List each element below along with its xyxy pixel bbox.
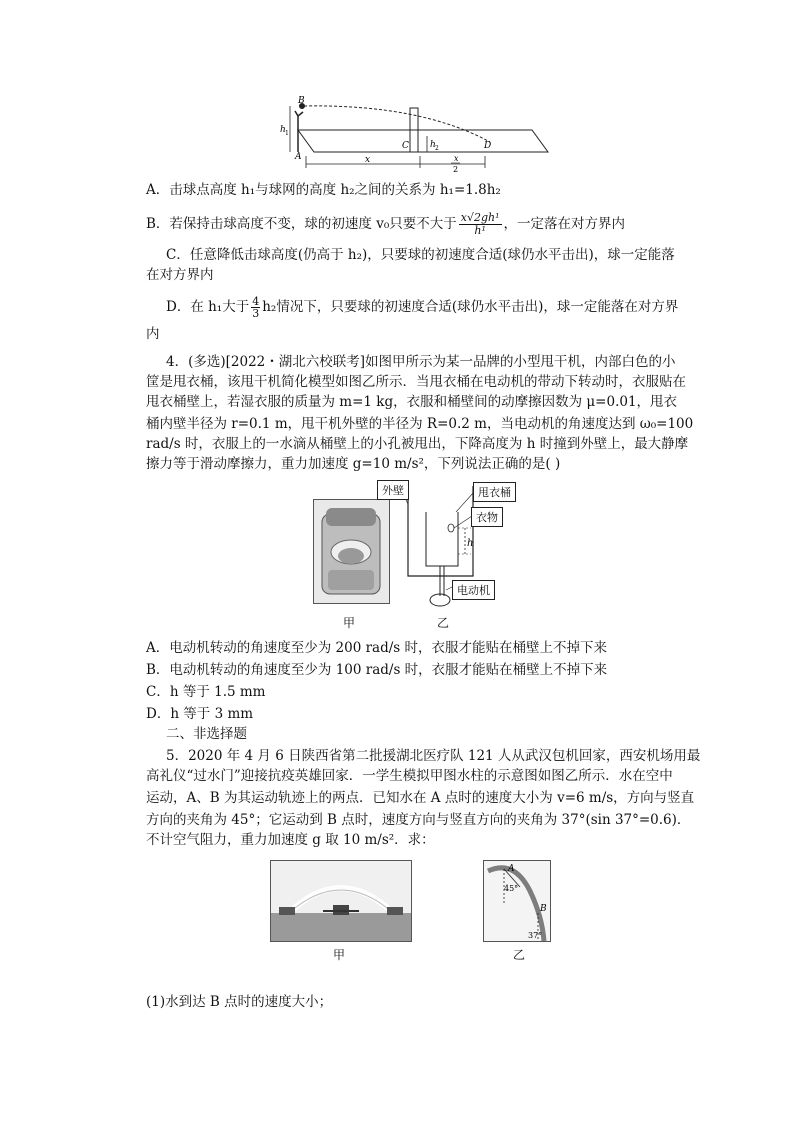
label-h2-sub: 2 [435,145,439,152]
schematic-label-h: h [467,538,474,549]
q4-stem-line4: 桶内壁半径为 r=0.1 m，甩干机外壁的半径为 R=0.2 m，当电动机的角速度达到 ω₀=100 [146,416,694,432]
label-drum: 甩衣桶 [473,482,516,502]
q3-option-d-line1 [166,296,678,319]
q3-option-b-numerator: x√2gh¹ [460,211,500,224]
q4-stem-line2: 筐是甩衣桶，该甩干机简化模型如图乙所示．当甩衣桶在电动机的带动下转动时，衣服贴在 [146,374,686,390]
label-C: C [402,141,409,151]
q3-option-b-fraction [459,212,502,237]
q5-stem-line2: 高礼仪“过水门”迎接抗疫英雄回家．一学生模拟甲图水柱的示意图如图乙所示．水在空中 [146,768,673,784]
q3-option-a: A．击球点高度 h₁与球网的高度 h₂之间的关系为 h₁=1.8h₂ [146,182,501,198]
label-clothes: 衣物 [471,507,503,527]
q5-stem-line3: 运动，A、B 为其运动轨迹上的两点．已知水在 A 点时的速度大小为 v=6 m/s，方向与竖直 [146,790,695,806]
q5-subquestion-1: (1)水到达 B 点时的速度大小； [146,994,333,1010]
label-outer-wall: 外壁 [377,480,409,500]
water-salute-photo [270,860,412,942]
q3-option-b-denominator: h¹ [474,224,486,237]
q4-caption-jia: 甲 [343,616,356,630]
section-title-non-choice: 二、非选择题 [166,726,247,742]
q3-option-d-numerator: 4 [252,295,260,308]
label-x2-num: x [454,154,459,163]
label-A: A [295,152,302,162]
label-x: x [365,155,371,165]
q3-option-b-post: ，一定落在对方界内 [503,216,625,232]
traj-label-37: 37° [528,931,543,940]
q5-stem-line4: 方向的夹角为 45°；它运动到 B 点时，速度方向与竖直方向的夹角为 37°(sin 37°=0.6)． [146,812,691,828]
q5-stem-line1: 5．2020 年 4 月 6 日陕西省第二批援湖北医疗队 121 人从武汉包机回家，西安机场用最 [166,748,701,764]
q5-caption-jia: 甲 [333,948,346,962]
label-h1: h [280,125,286,135]
q4-option-a: A．电动机转动的角速度至少为 200 rad/s 时，衣服才能贴在桶壁上不掉下来 [146,640,608,656]
label-h2: h [430,140,436,150]
q4-option-d: D．h 等于 3 mm [146,706,254,722]
label-motor: 电动机 [452,580,495,600]
q5-stem-line5: 不计空气阻力，重力加速度 g 取 10 m/s²．求： [146,832,435,848]
traj-label-A: A [508,864,515,874]
q3-option-d-post: h₂情况下，只要球的初速度合适(球仍水平击出)，球一定能落在对方界 [262,299,679,315]
label-x2-den: 2 [453,165,459,174]
q4-option-c: C．h 等于 1.5 mm [146,684,266,700]
q4-stem-line5: rad/s 时，衣服上的一水滴从桶壁上的小孔被甩出，下降高度为 h 时撞到外壁上，最大静摩 [146,436,689,452]
label-h1-sub: 1 [285,130,289,137]
q3-option-d-line2: 内 [146,326,160,342]
traj-label-45: 45° [504,884,519,893]
q3-option-d-denominator: 3 [252,307,260,320]
q5-caption-yi: 乙 [513,948,526,962]
q3-option-b [146,212,625,237]
water-trajectory-figure [483,860,551,942]
q4-option-b: B．电动机转动的角速度至少为 100 rad/s 时，衣服才能贴在桶壁上不掉下来 [146,662,608,678]
label-B: B [298,96,305,106]
q3-option-b-pre: B．若保持击球高度不变，球的初速度 v₀只要不大于 [146,216,457,232]
q4-stem-line3: 甩衣桶壁上，若湿衣服的质量为 m=1 kg，衣服和桶壁间的动摩擦因数为 μ=0.01，甩衣 [146,394,678,410]
q3-option-d-pre: D．在 h₁大于 [166,299,250,315]
q3-option-c-line2: 在对方界内 [146,267,214,283]
q3-option-c-line1: C．任意降低击球高度(仍高于 h₂)，只要球的初速度合适(球仍水平击出)，球一定能落 [166,247,675,263]
q4-stem-line6: 擦力等于滑动摩擦力，重力加速度 g=10 m/s²，下列说法正确的是( ) [146,456,561,472]
q3-option-d-fraction [251,296,260,319]
traj-label-B: B [540,904,547,914]
q4-stem-line1: 4．(多选)[2022・湖北六校联考]如图甲所示为某一品牌的小型甩干机，内部白色的小 [166,354,676,370]
label-D: D [484,141,492,151]
tennis-court-diagram [270,96,560,176]
q4-caption-yi: 乙 [437,616,450,630]
